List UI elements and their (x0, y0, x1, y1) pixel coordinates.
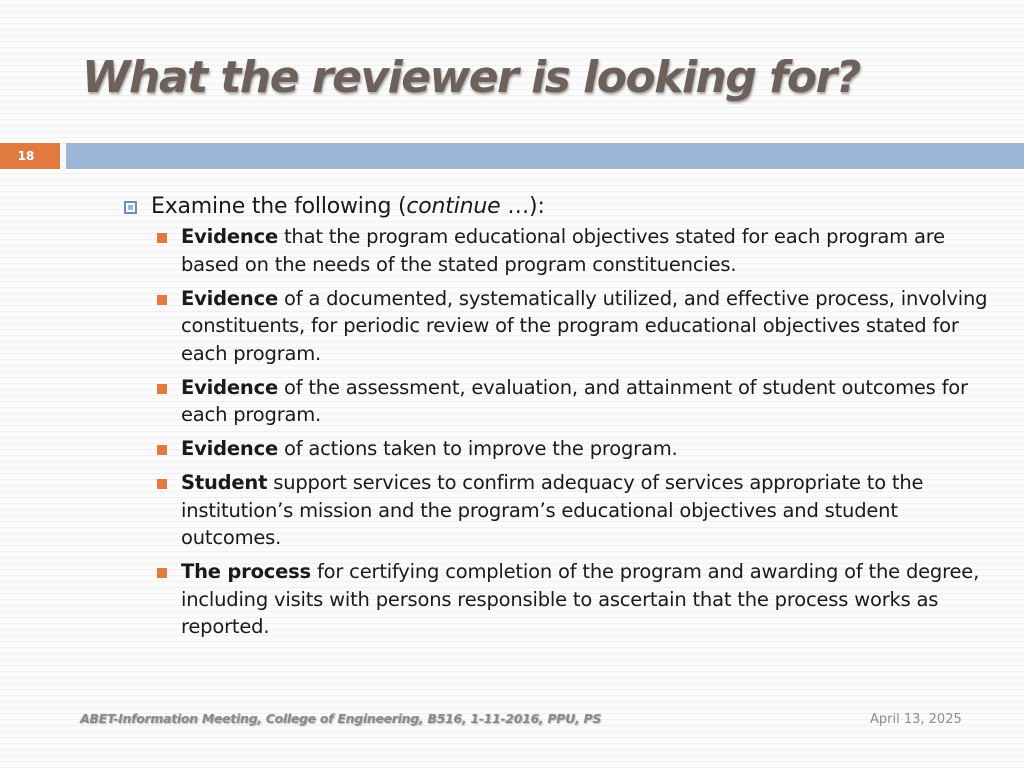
item-keyword: Evidence (181, 375, 278, 399)
item-keyword: Evidence (181, 225, 278, 248)
list-item (120, 435, 1000, 463)
item-text: support services to confirm adequacy of services appropriate to the institution’s mission and the program’s educational objectives and student outcomes. (181, 471, 924, 549)
square-bullet-icon (157, 445, 167, 455)
list-item (120, 558, 1000, 641)
list-item (120, 285, 1000, 368)
lead-text-italic: continue (406, 194, 501, 219)
square-bullet-icon (157, 568, 167, 578)
slide-title: What the reviewer is looking for? (82, 52, 860, 103)
hollow-square-bullet-icon (124, 201, 137, 214)
slide-content (120, 190, 1000, 647)
footer-date: April 13, 2025 (870, 712, 962, 727)
item-text: of actions taken to improve the program. (277, 437, 678, 460)
item-keyword: Student (181, 471, 268, 494)
list-item (120, 223, 1000, 278)
footer-event-info: ABET-Information Meeting, College of Engineering, B516, 1-11-2016, PPU, PS (80, 711, 602, 726)
item-text: for certifying completion of the program and awarding of the degree, including visits with persons responsible to ascertain that the process works as reported. (181, 560, 980, 638)
lead-text-prefix: Examine the following ( (151, 194, 407, 219)
square-bullet-icon (157, 233, 167, 243)
item-keyword: Evidence (181, 437, 278, 460)
square-bullet-icon (157, 295, 167, 305)
list-item (120, 374, 1000, 429)
square-bullet-icon (157, 479, 167, 489)
square-bullet-icon (157, 384, 167, 394)
lead-text-suffix: …): (500, 194, 545, 219)
item-text: that the program educational objectives stated for each program are based on the needs of the stated program constituencies. (181, 225, 945, 276)
item-text: of a documented, systematically utilized, and effective process, involving constituents, for periodic review of the program educational objectives stated for each program. (181, 286, 988, 365)
evidence-list (120, 223, 1000, 641)
item-keyword: The process (181, 560, 311, 583)
lead-bullet-item (120, 190, 1000, 223)
header-bar (66, 143, 1024, 169)
item-keyword: Evidence (181, 286, 278, 310)
list-item (120, 469, 1000, 552)
slide-number: 18 (0, 143, 60, 169)
item-text: of the assessment, evaluation, and attainment of student outcomes for each program. (181, 375, 968, 426)
